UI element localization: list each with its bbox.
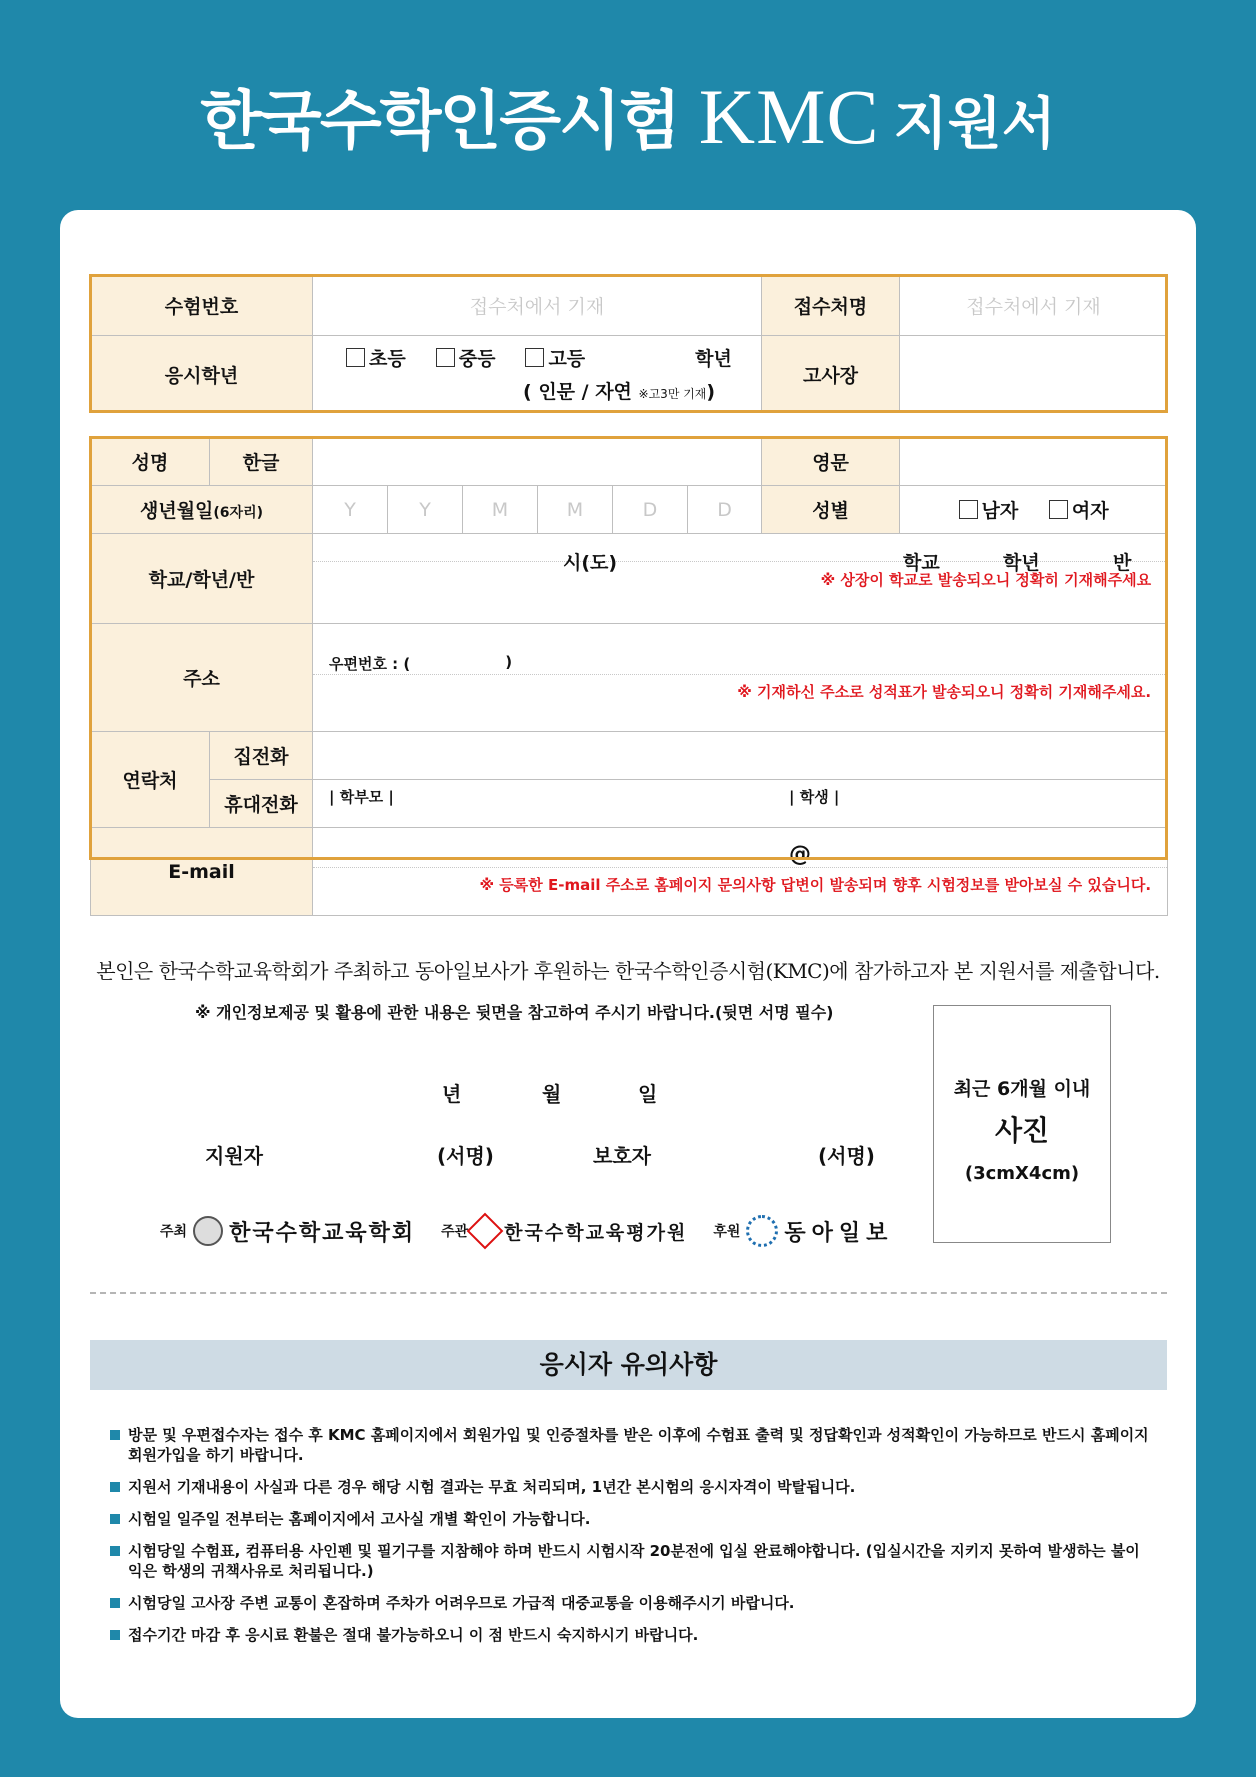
grade-field bbox=[313, 336, 762, 413]
address-field[interactable] bbox=[313, 624, 1168, 732]
grade-label: 응시학년 bbox=[91, 336, 313, 413]
address-note: ※ 기재하신 주소로 성적표가 발송되오니 정확히 기재해주세요. bbox=[737, 683, 1152, 701]
organizer-label: 주관 bbox=[441, 1224, 469, 1240]
grade-elementary-label: 초등 bbox=[369, 348, 406, 370]
birth-digit[interactable]: D bbox=[613, 486, 688, 534]
receipt-field[interactable]: 접수처에서 기재 bbox=[900, 276, 1168, 336]
photo-box[interactable] bbox=[933, 1005, 1111, 1243]
name-english-field[interactable] bbox=[900, 438, 1168, 486]
birth-label bbox=[91, 486, 313, 534]
applicant-signature-label: 지원자 bbox=[205, 1144, 263, 1168]
postal-label: 우편번호 : ( bbox=[329, 654, 411, 673]
birth-digit[interactable]: M bbox=[463, 486, 538, 534]
birth-digit[interactable]: Y bbox=[388, 486, 463, 534]
date-month: 월 bbox=[542, 1082, 562, 1106]
name-english-label: 영문 bbox=[762, 438, 900, 486]
guardian-signature-field[interactable]: (서명) bbox=[818, 1144, 875, 1168]
title-tail: 지원서 bbox=[893, 92, 1056, 157]
date-day: 일 bbox=[638, 1082, 658, 1106]
grade-high-label: 고등 bbox=[548, 348, 586, 370]
birth-digit[interactable]: D bbox=[688, 486, 762, 534]
privacy-notice: ※ 개인정보제공 및 활용에 관한 내용은 뒷면을 참고하여 주시기 바랍니다.(뒷면 서명 필수) bbox=[195, 1003, 834, 1022]
email-at: @ bbox=[789, 841, 812, 867]
guide-list bbox=[110, 1425, 1150, 1657]
host-label: 주최 bbox=[160, 1224, 188, 1240]
guide-item bbox=[110, 1593, 1150, 1613]
receipt-label: 접수처명 bbox=[762, 276, 900, 336]
home-phone-field[interactable] bbox=[313, 732, 1168, 780]
bullet-square-icon bbox=[110, 1546, 120, 1556]
cut-line bbox=[90, 1292, 1167, 1294]
gender-male-option[interactable] bbox=[959, 500, 1019, 522]
exam-number-label: 수험번호 bbox=[91, 276, 313, 336]
gender-female-label: 여자 bbox=[1071, 500, 1109, 522]
photo-line2: 사진 bbox=[994, 1114, 1050, 1147]
checkbox-icon bbox=[525, 348, 544, 367]
school-school-label: 학교 bbox=[903, 551, 940, 574]
email-field[interactable] bbox=[313, 828, 1168, 916]
page-title bbox=[0, 70, 1256, 162]
school-city-label: 시(도) bbox=[563, 551, 618, 574]
guide-item-text: 방문 및 우편접수자는 접수 후 KMC 홈페이지에서 회원가입 및 인증절차를 받은 이후에 수험표 출력 및 정답확인과 성적확인이 가능하므로 반드시 홈페이지 회원가입을 하기 바랍니다. bbox=[128, 1426, 1149, 1464]
title-kmc: KMC bbox=[698, 73, 880, 160]
gender-male-label: 남자 bbox=[981, 500, 1019, 522]
bullet-square-icon bbox=[110, 1630, 120, 1640]
postal-close: ) bbox=[505, 652, 513, 671]
guide-item-text: 접수기간 마감 후 응시료 환불은 절대 불가능하오니 이 점 반드시 숙지하시기 바랍니다. bbox=[128, 1626, 699, 1644]
title-main: 한국수학인증시험 bbox=[200, 84, 679, 159]
gender-female-option[interactable] bbox=[1049, 500, 1109, 522]
school-label: 학교/학년/반 bbox=[91, 534, 313, 624]
guide-item bbox=[110, 1625, 1150, 1645]
birth-digit[interactable]: M bbox=[538, 486, 613, 534]
guide-item-text: 시험당일 고사장 주변 교통이 혼잡하며 주차가 어려우므로 가급적 대중교통을 이용해주시기 바랍니다. bbox=[128, 1594, 795, 1612]
organizer-emblem-icon bbox=[467, 1213, 504, 1250]
track-open: ( bbox=[523, 381, 532, 403]
checkbox-icon bbox=[1049, 500, 1068, 519]
home-phone-label: 집전화 bbox=[210, 732, 313, 780]
school-grade-label: 학년 bbox=[1003, 551, 1040, 574]
exam-number-field[interactable]: 접수처에서 기재 bbox=[313, 276, 762, 336]
email-note: ※ 등록한 E-mail 주소로 홈페이지 문의사항 답변이 발송되며 향후 시험정보를 받아보실 수 있습니다. bbox=[479, 876, 1152, 894]
sponsor-name: 동아일보 bbox=[784, 1220, 894, 1246]
grade-elementary-option[interactable] bbox=[346, 344, 406, 371]
venue-label: 고사장 bbox=[762, 336, 900, 413]
checkbox-icon bbox=[959, 500, 978, 519]
guide-item-text: 시험일 일주일 전부터는 홈페이지에서 고사실 개별 확인이 가능합니다. bbox=[128, 1510, 591, 1528]
date-year: 년 bbox=[442, 1082, 462, 1106]
guide-item bbox=[110, 1477, 1150, 1497]
guide-title: 응시자 유의사항 bbox=[90, 1340, 1167, 1390]
grade-high-option[interactable] bbox=[525, 344, 585, 371]
grade-middle-option[interactable] bbox=[436, 344, 496, 371]
mobile-field[interactable] bbox=[313, 780, 1168, 828]
birth-note: (6자리) bbox=[213, 505, 263, 521]
sponsor-row bbox=[160, 1215, 940, 1247]
guide-item-text: 시험당일 수험표, 컴퓨터용 사인펜 및 필기구를 지참해야 하며 반드시 시험시작 20분전에 입실 완료해야합니다. (입실시간을 지키지 못하여 발생하는 불이익은 학생의 귀책사유로 처리됩니다.) bbox=[128, 1542, 1140, 1580]
declaration-text: 본인은 한국수학교육학회가 주최하고 동아일보사가 후원하는 한국수학인증시험(KMC)에 참가하고자 본 지원서를 제출합니다. bbox=[96, 959, 1160, 983]
track-close: ) bbox=[706, 381, 716, 403]
applicant-table bbox=[90, 437, 1168, 916]
track-text: 인문 / 자연 bbox=[538, 381, 632, 403]
sponsor-emblem-icon bbox=[746, 1215, 778, 1247]
gender-field bbox=[900, 486, 1168, 534]
contact-label: 연락처 bbox=[91, 732, 210, 828]
venue-field[interactable] bbox=[900, 336, 1168, 413]
photo-line3: (3cmX4cm) bbox=[964, 1163, 1080, 1184]
school-field[interactable] bbox=[313, 534, 1168, 624]
email-label: E-mail bbox=[91, 828, 313, 916]
student-label: | 학생 | bbox=[789, 788, 840, 806]
sponsor-label: 후원 bbox=[713, 1224, 741, 1240]
application-card bbox=[60, 210, 1196, 1718]
checkbox-icon bbox=[346, 348, 365, 367]
bullet-square-icon bbox=[110, 1482, 120, 1492]
birth-label-text: 생년월일 bbox=[139, 500, 214, 522]
school-class-label: 반 bbox=[1113, 551, 1132, 574]
name-korean-field[interactable] bbox=[313, 438, 762, 486]
guide-item-text: 지원서 기재내용이 사실과 다른 경우 해당 시험 결과는 무효 처리되며, 1년간 본시험의 응시자격이 박탈됩니다. bbox=[128, 1478, 856, 1496]
bullet-square-icon bbox=[110, 1430, 120, 1440]
grade-middle-label: 중등 bbox=[458, 348, 496, 370]
gender-label: 성별 bbox=[762, 486, 900, 534]
name-korean-label: 한글 bbox=[210, 438, 313, 486]
photo-line1: 최근 6개월 이내 bbox=[953, 1078, 1091, 1100]
guide-item bbox=[110, 1425, 1150, 1465]
address-label: 주소 bbox=[91, 624, 313, 732]
organizer-name: 한국수학교육평가원 bbox=[504, 1221, 688, 1244]
bullet-square-icon bbox=[110, 1514, 120, 1524]
school-note: ※ 상장이 학교로 발송되오니 정확히 기재해주세요 bbox=[820, 570, 1152, 589]
grade-unit: 학년 bbox=[695, 348, 732, 370]
parent-label: | 학부모 | bbox=[329, 788, 394, 806]
track-note: ※고3만 기재 bbox=[638, 387, 707, 401]
guide-item bbox=[110, 1509, 1150, 1529]
checkbox-icon bbox=[436, 348, 455, 367]
name-label: 성명 bbox=[91, 438, 210, 486]
host-name: 한국수학교육학회 bbox=[229, 1219, 416, 1246]
guide-item bbox=[110, 1541, 1150, 1581]
exam-info-table bbox=[90, 275, 1168, 413]
birth-digit[interactable]: Y bbox=[313, 486, 388, 534]
guardian-signature-label: 보호자 bbox=[593, 1144, 651, 1168]
bullet-square-icon bbox=[110, 1598, 120, 1608]
host-emblem-icon bbox=[193, 1216, 223, 1246]
mobile-label: 휴대전화 bbox=[210, 780, 313, 828]
applicant-signature-field[interactable]: (서명) bbox=[437, 1144, 494, 1168]
